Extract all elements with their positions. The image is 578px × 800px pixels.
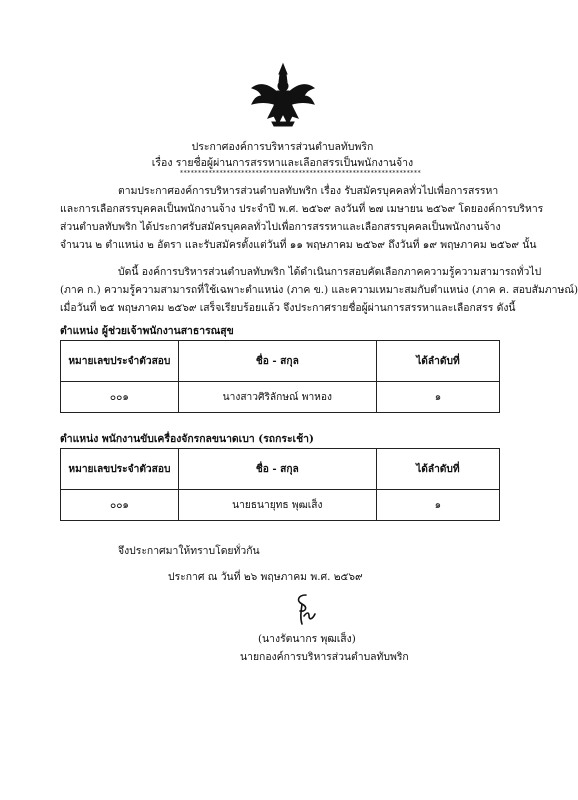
document-subject: เรื่อง รายชื่อผู้ผ่านการสรรหาและเลือกสรรเป็นพนักงานจ้าง xyxy=(151,157,414,169)
cell-rank: ๑ xyxy=(376,382,499,413)
cell-name: นางสาวศิริลักษณ์ พาหอง xyxy=(178,382,376,413)
table-row xyxy=(61,382,500,413)
paragraph-line: บัดนี้ องค์การบริหารส่วนตำบลทับพริก ได้ดำเนินการสอบคัดเลือกภาคความรู้ความสามารถทั่วไป xyxy=(118,266,542,278)
document-title: ประกาศองค์การบริหารส่วนตำบลทับพริก xyxy=(191,141,374,153)
separator-line: ******************************************************************* xyxy=(180,170,422,177)
paragraph-line: เมื่อวันที่ ๒๕ พฤษภาคม ๒๕๖๙ เสร็จเรียบร้อยแล้ว จึงประกาศรายชื่อผู้ผ่านการสรรหาและเลือกสรร ดังนี้ xyxy=(60,302,516,314)
column-header-exam-id: หมายเลขประจำตัวสอบ xyxy=(61,449,179,490)
signer-name: (นางรัตนากร พุฒเส็ง) xyxy=(258,633,356,645)
garuda-emblem-icon xyxy=(248,62,318,128)
position-title: ตำแหน่ง ผู้ช่วยเจ้าพนักงานสาธารณสุข xyxy=(60,325,234,337)
paragraph-line: และการเลือกสรรบุคคลเป็นพนักงานจ้าง ประจำปี พ.ศ. ๒๕๖๙ ลงวันที่ ๒๗ เมษายน ๒๕๖๙ โดยองค์การบริหาร xyxy=(60,203,544,215)
signer-title: นายกองค์การบริหารส่วนตำบลทับพริก xyxy=(240,651,409,663)
cell-exam-id: ๐๐๑ xyxy=(61,490,179,521)
cell-exam-id: ๐๐๑ xyxy=(61,382,179,413)
cell-rank: ๑ xyxy=(376,490,499,521)
position-title: ตำแหน่ง พนักงานขับเครื่องจักรกลขนาดเบา (รถกระเช้า) xyxy=(60,433,314,445)
paragraph-line: (ภาค ก.) ความรู้ความสามารถที่ใช้เฉพาะตำแหน่ง (ภาค ข.) และความเหมาะสมกับตำแหน่ง (ภาค ค. สอบสัมภาษณ์) xyxy=(60,284,578,296)
results-table xyxy=(60,340,500,413)
column-header-name: ชื่อ - สกุล xyxy=(178,449,376,490)
signature-mark xyxy=(288,592,320,628)
paragraph-line: ตามประกาศองค์การบริหารส่วนตำบลทับพริก เรื่อง รับสมัครบุคคลทั่วไปเพื่อการสรรหา xyxy=(118,185,499,197)
paragraph-line: จำนวน ๒ ตำแหน่ง ๒ อัตรา และรับสมัครตั้งแต่วันที่ ๑๑ พฤษภาคม ๒๕๖๙ ถึงวันที่ ๑๙ พฤษภาคม ๒๕๖๙ นั้น xyxy=(60,239,537,251)
column-header-rank: ได้ลำดับที่ xyxy=(376,449,499,490)
column-header-exam-id: หมายเลขประจำตัวสอบ xyxy=(61,341,179,382)
column-header-rank: ได้ลำดับที่ xyxy=(376,341,499,382)
cell-name: นายธนายุทธ พุฒเส็ง xyxy=(178,490,376,521)
table-row xyxy=(61,490,500,521)
results-table xyxy=(60,448,500,521)
closing-statement: จึงประกาศมาให้ทราบโดยทั่วกัน xyxy=(118,545,260,557)
announcement-date: ประกาศ ณ วันที่ ๒๖ พฤษภาคม พ.ศ. ๒๕๖๙ xyxy=(168,571,363,583)
table-header-row xyxy=(61,449,500,490)
table-header-row xyxy=(61,341,500,382)
column-header-name: ชื่อ - สกุล xyxy=(178,341,376,382)
paragraph-line: ส่วนตำบลทับพริก ได้ประกาศรับสมัครบุคคลทั่วไปเพื่อการสรรหาและเลือกสรรบุคคลเป็นพนักงานจ้าง xyxy=(60,221,501,233)
